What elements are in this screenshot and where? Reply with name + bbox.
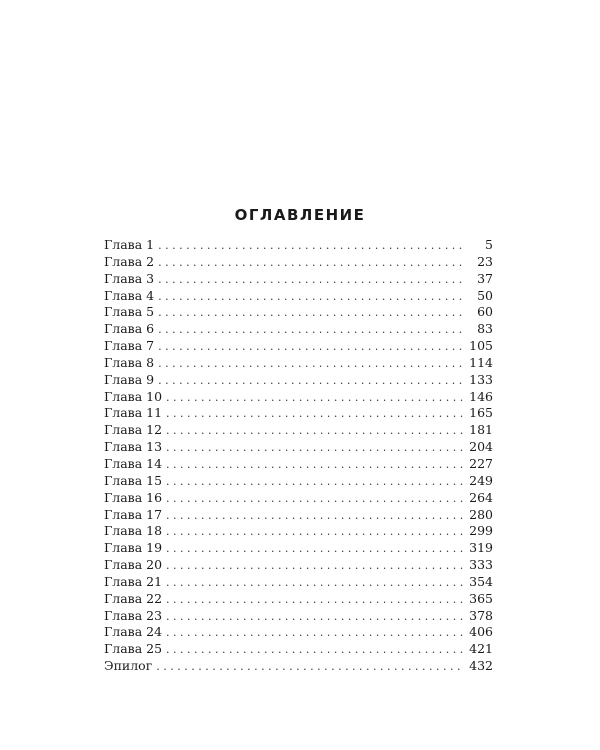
toc-entry-page-number: 165 <box>469 405 493 421</box>
dot-leader <box>166 390 465 407</box>
dot-leader <box>158 289 465 306</box>
toc-entry-label: Глава 11 <box>104 405 163 421</box>
toc-entry <box>104 624 493 641</box>
dot-leader <box>166 592 465 609</box>
toc-entry <box>104 288 493 305</box>
toc-entry <box>104 372 493 389</box>
dot-leader <box>166 406 465 423</box>
dot-leader <box>158 339 465 356</box>
toc-entry-page-number: 105 <box>469 338 493 354</box>
toc-entry-label: Глава 17 <box>104 506 163 522</box>
toc-entry <box>104 523 493 540</box>
toc-entry-label: Глава 20 <box>104 557 163 573</box>
toc-entry-page-number: 264 <box>469 489 493 505</box>
toc-entry <box>104 237 493 254</box>
toc-entry <box>104 405 493 422</box>
toc-entry <box>104 540 493 557</box>
toc-entry-page-number: 146 <box>469 388 493 404</box>
dot-leader <box>166 558 465 575</box>
toc-entry-page-number: 204 <box>469 439 493 455</box>
dot-leader <box>158 305 465 322</box>
toc-entry-page-number: 319 <box>469 540 493 556</box>
toc-entry-label: Глава 16 <box>104 489 163 505</box>
toc-entry-label: Глава 1 <box>104 237 155 252</box>
toc-entry-label: Глава 7 <box>104 338 155 354</box>
dot-leader <box>158 356 465 373</box>
toc-entry <box>104 557 493 574</box>
toc-entry-page-number: 354 <box>469 573 493 589</box>
dot-leader <box>166 474 465 491</box>
toc-entry-label: Глава 24 <box>104 624 163 640</box>
toc-entry <box>104 271 493 288</box>
toc-entry <box>104 304 493 321</box>
toc-list <box>104 237 493 675</box>
toc-entry-label: Глава 4 <box>104 287 155 303</box>
dot-leader <box>158 272 465 289</box>
toc-entry <box>104 321 493 338</box>
toc-entry-page-number: 333 <box>469 557 493 573</box>
toc-entry-page-number: 421 <box>469 641 493 657</box>
dot-leader <box>166 440 465 457</box>
dot-leader <box>166 491 465 508</box>
toc-entry <box>104 389 493 406</box>
toc-entry-label: Глава 3 <box>104 270 155 286</box>
toc-entry <box>104 439 493 456</box>
dot-leader <box>158 373 465 390</box>
toc-entry-label: Эпилог <box>104 658 153 674</box>
toc-entry <box>104 608 493 625</box>
toc-entry-page-number: 37 <box>477 270 493 286</box>
toc-entry-page-number: 114 <box>469 354 493 370</box>
toc-entry-page-number: 5 <box>485 237 493 252</box>
dot-leader <box>166 457 465 474</box>
toc-title: ОГЛАВЛЕНИЕ <box>234 206 366 224</box>
toc-entry-page-number: 299 <box>469 523 493 539</box>
toc-entry-label: Глава 2 <box>104 253 155 269</box>
toc-entry <box>104 490 493 507</box>
dot-leader <box>158 322 465 339</box>
toc-entry <box>104 338 493 355</box>
toc-entry-label: Глава 10 <box>104 388 163 404</box>
toc-entry-label: Глава 6 <box>104 321 155 337</box>
toc-entry-label: Глава 15 <box>104 472 163 488</box>
dot-leader <box>166 508 465 525</box>
toc-entry-label: Глава 22 <box>104 590 163 606</box>
toc-entry-label: Глава 18 <box>104 523 163 539</box>
toc-entry-label: Глава 23 <box>104 607 163 623</box>
toc-entry-page-number: 50 <box>477 287 493 303</box>
toc-entry-label: Глава 13 <box>104 439 163 455</box>
toc-entry-page-number: 280 <box>469 506 493 522</box>
toc-entry-page-number: 227 <box>469 455 493 471</box>
dot-leader <box>158 255 465 272</box>
dot-leader <box>166 575 465 592</box>
toc-entry-label: Глава 8 <box>104 354 155 370</box>
dot-leader <box>166 625 465 642</box>
toc-entry <box>104 422 493 439</box>
dot-leader <box>166 423 465 440</box>
dot-leader <box>158 238 465 255</box>
toc-entry <box>104 641 493 658</box>
toc-entry-page-number: 60 <box>477 304 493 320</box>
toc-entry-label: Глава 5 <box>104 304 155 320</box>
dot-leader <box>166 609 465 626</box>
toc-entry <box>104 473 493 490</box>
toc-entry <box>104 658 493 675</box>
toc-entry-label: Глава 19 <box>104 540 163 556</box>
toc-entry-page-number: 378 <box>469 607 493 623</box>
toc-entry-label: Глава 12 <box>104 422 163 438</box>
toc-entry <box>104 574 493 591</box>
toc-entry-page-number: 365 <box>469 590 493 606</box>
toc-entry <box>104 507 493 524</box>
toc-entry <box>104 456 493 473</box>
dot-leader <box>166 642 465 659</box>
toc-entry-label: Глава 25 <box>104 641 163 657</box>
toc-entry-label: Глава 21 <box>104 573 163 589</box>
dot-leader <box>166 524 465 541</box>
toc-entry <box>104 591 493 608</box>
toc-entry-label: Глава 14 <box>104 455 163 471</box>
dot-leader <box>166 541 465 558</box>
dot-leader <box>156 659 465 676</box>
toc-entry-page-number: 23 <box>477 253 493 269</box>
toc-entry-label: Глава 9 <box>104 371 155 387</box>
toc-entry-page-number: 133 <box>469 371 493 387</box>
toc-entry <box>104 254 493 271</box>
toc-entry <box>104 355 493 372</box>
toc-entry-page-number: 83 <box>477 321 493 337</box>
toc-entry-page-number: 432 <box>469 658 493 674</box>
toc-entry-page-number: 406 <box>469 624 493 640</box>
toc-entry-page-number: 181 <box>469 422 493 438</box>
toc-entry-page-number: 249 <box>469 472 493 488</box>
